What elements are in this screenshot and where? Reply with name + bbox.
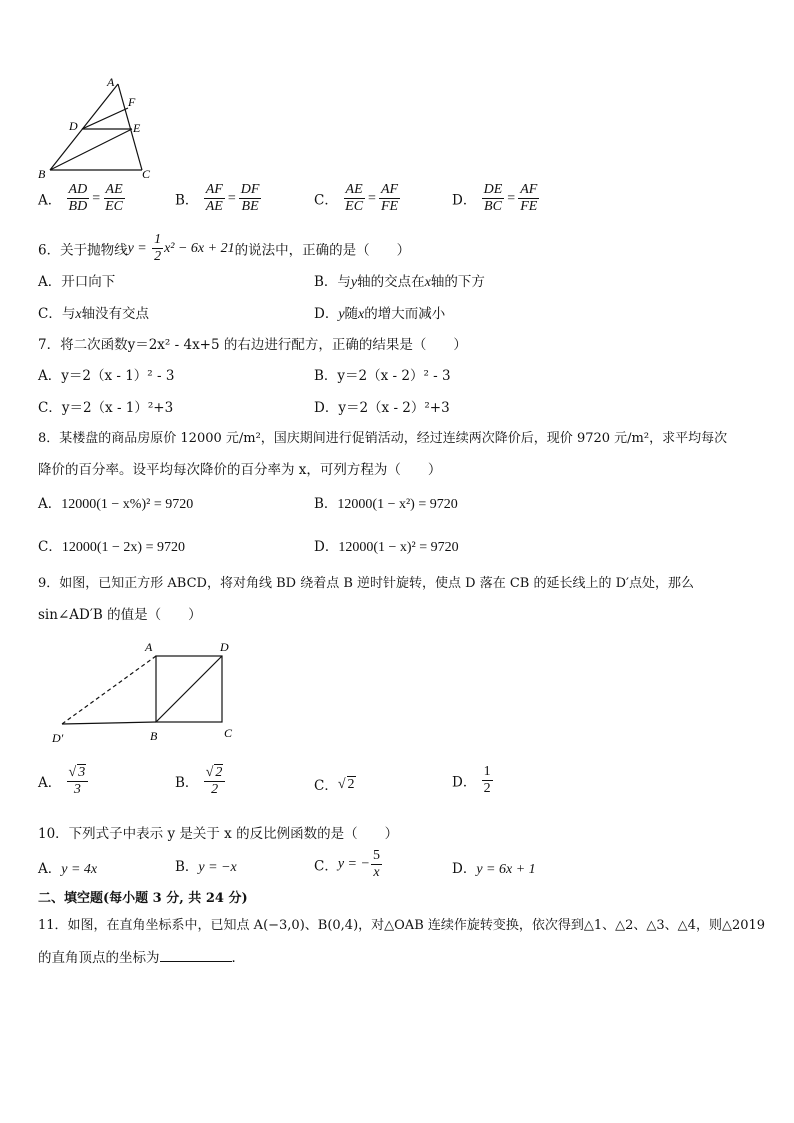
fraction: $\frac{1}{2}$ — [483, 764, 491, 797]
fraction: $\frac{√ 2}{2}$ — [204, 764, 226, 798]
fraction: $\frac{AE}{EC}$ — [105, 182, 124, 215]
fraction: $\frac{AD}{BD}$ — [68, 182, 88, 215]
fraction: $\frac{DE}{BC}$ — [483, 182, 503, 215]
q8-option-c[interactable]: C．12000(1 − 2x) = 9720 — [38, 539, 185, 555]
q6-stem: 6．关于抛物线y = $\frac{1}{2}$ x² − 6x + 21的说法中，正确的是（ ） — [38, 232, 411, 265]
label-a: A — [107, 75, 115, 89]
q6-option-b[interactable]: B．与y轴的交点在x轴的下方 — [314, 274, 485, 290]
section-title: 二、填空题(每小题 3 分, 共 24 分) — [38, 891, 248, 906]
segment-adp-dashed — [62, 656, 156, 724]
q9-stem-line2: sin∠AD′B 的值是（ ） — [38, 607, 202, 623]
q6-option-a[interactable]: A．开口向下 — [38, 274, 116, 290]
fraction-half: $\frac{1}{2}$ — [154, 232, 162, 265]
q5-option-c[interactable]: C． $\frac{AE}{EC}$ = $\frac{AF}{FE}$ — [314, 182, 399, 215]
label-c: C — [224, 726, 233, 740]
q8-option-a[interactable]: A．12000(1 − x%)² = 9720 — [38, 496, 194, 512]
q7-option-c[interactable]: C．y＝2（x - 1）²+3 — [38, 400, 174, 416]
segment-be — [50, 129, 132, 170]
answer-blank[interactable] — [160, 949, 232, 962]
label-b: B — [38, 167, 46, 181]
segment-df — [82, 108, 128, 129]
label-d: D — [220, 640, 229, 654]
label-d: D — [69, 119, 78, 133]
segment-bdp — [62, 722, 156, 724]
q10-option-c[interactable]: C．y = − $\frac{5}{x}$ — [314, 848, 380, 881]
label-c: C — [142, 167, 151, 181]
fraction: $\frac{AE}{EC}$ — [345, 182, 364, 215]
q5-option-a[interactable]: A． $\frac{AD}{BD}$ = $\frac{AE}{EC}$ — [38, 182, 124, 215]
fraction: $\frac{5}{x}$ — [372, 848, 380, 881]
option-label: A． — [38, 192, 62, 209]
q11-stem-line2: 的直角顶点的坐标为 ． — [38, 950, 245, 966]
q7-option-d[interactable]: D．y＝2（x - 2）²+3 — [314, 400, 450, 416]
fraction: $\frac{AF}{FE}$ — [380, 182, 399, 215]
q10-option-a[interactable]: A．y = 4x — [38, 861, 98, 877]
option-label: C． — [314, 192, 338, 209]
option-label: D． — [452, 192, 477, 209]
q11-stem-line1: 11．如图，在直角坐标系中，已知点 A(−3,0)、B(0,4)，对△OAB 连续作旋转变换，依次得到△1、△2、△3、△4，则△2019 — [38, 918, 766, 933]
q10-option-d[interactable]: D．y = 6x + 1 — [452, 861, 536, 877]
q9-option-a[interactable]: A． $\frac{√ 3}{3}$ — [38, 764, 89, 798]
q7-option-b[interactable]: B．y＝2（x - 2）² - 3 — [314, 368, 451, 384]
q7-stem: 7．将二次函数y＝2x² - 4x+5 的右边进行配方，正确的结果是（ ） — [38, 337, 467, 353]
q8-option-b[interactable]: B．12000(1 − x²) = 9720 — [314, 496, 458, 512]
fraction: $\frac{DF}{BE}$ — [240, 182, 260, 215]
fraction: $\frac{AF}{AE}$ — [205, 182, 223, 215]
q6-option-d[interactable]: D．y随x的增大而减小 — [314, 306, 446, 322]
diagonal-bd — [156, 656, 222, 722]
label-f: F — [128, 95, 136, 109]
q9-option-b[interactable]: B． $\frac{√ 2}{2}$ — [175, 764, 226, 798]
q10-stem: 10．下列式子中表示 y 是关于 x 的反比例函数的是（ ） — [38, 826, 399, 842]
q5-option-b[interactable]: B． $\frac{AF}{AE}$ = $\frac{DF}{BE}$ — [175, 182, 260, 215]
q8-stem-line1: 8．某楼盘的商品房原价 12000 元/m²，国庆期间进行促销活动，经过连续两次降价后，现价 9720 元/m²，求平均每次 — [38, 431, 728, 446]
q5-option-d[interactable]: D． $\frac{DE}{BC}$ = $\frac{AF}{FE}$ — [452, 182, 538, 215]
q8-option-d[interactable]: D．12000(1 − x)² = 9720 — [314, 539, 459, 555]
q7-option-a[interactable]: A．y＝2（x - 1）² - 3 — [38, 368, 175, 384]
q9-option-d[interactable]: D． $\frac{1}{2}$ — [452, 764, 491, 797]
q9-option-c[interactable]: C．√ 2 — [314, 776, 355, 794]
square-figure — [46, 636, 246, 748]
triangle-figure — [36, 74, 166, 182]
q6-option-c[interactable]: C．与x轴没有交点 — [38, 306, 150, 322]
label-e: E — [133, 121, 141, 135]
segment-ab — [50, 84, 118, 170]
label-dprime: D′ — [52, 731, 64, 745]
q8-stem-line2: 降价的百分率。设平均每次降价的百分率为 x，可列方程为（ ） — [38, 462, 442, 478]
label-b: B — [150, 729, 158, 743]
option-label: B． — [175, 192, 199, 209]
fraction: $\frac{√ 3}{3}$ — [67, 764, 89, 798]
q10-option-b[interactable]: B．y = −x — [175, 859, 237, 875]
q9-stem-line1: 9．如图，已知正方形 ABCD，将对角线 BD 绕着点 B 逆时针旋转，使点 D 落在 CB 的延长线上的 D′点处，那么 — [38, 576, 694, 591]
fraction: $\frac{AF}{FE}$ — [520, 182, 538, 215]
label-a: A — [145, 640, 153, 654]
